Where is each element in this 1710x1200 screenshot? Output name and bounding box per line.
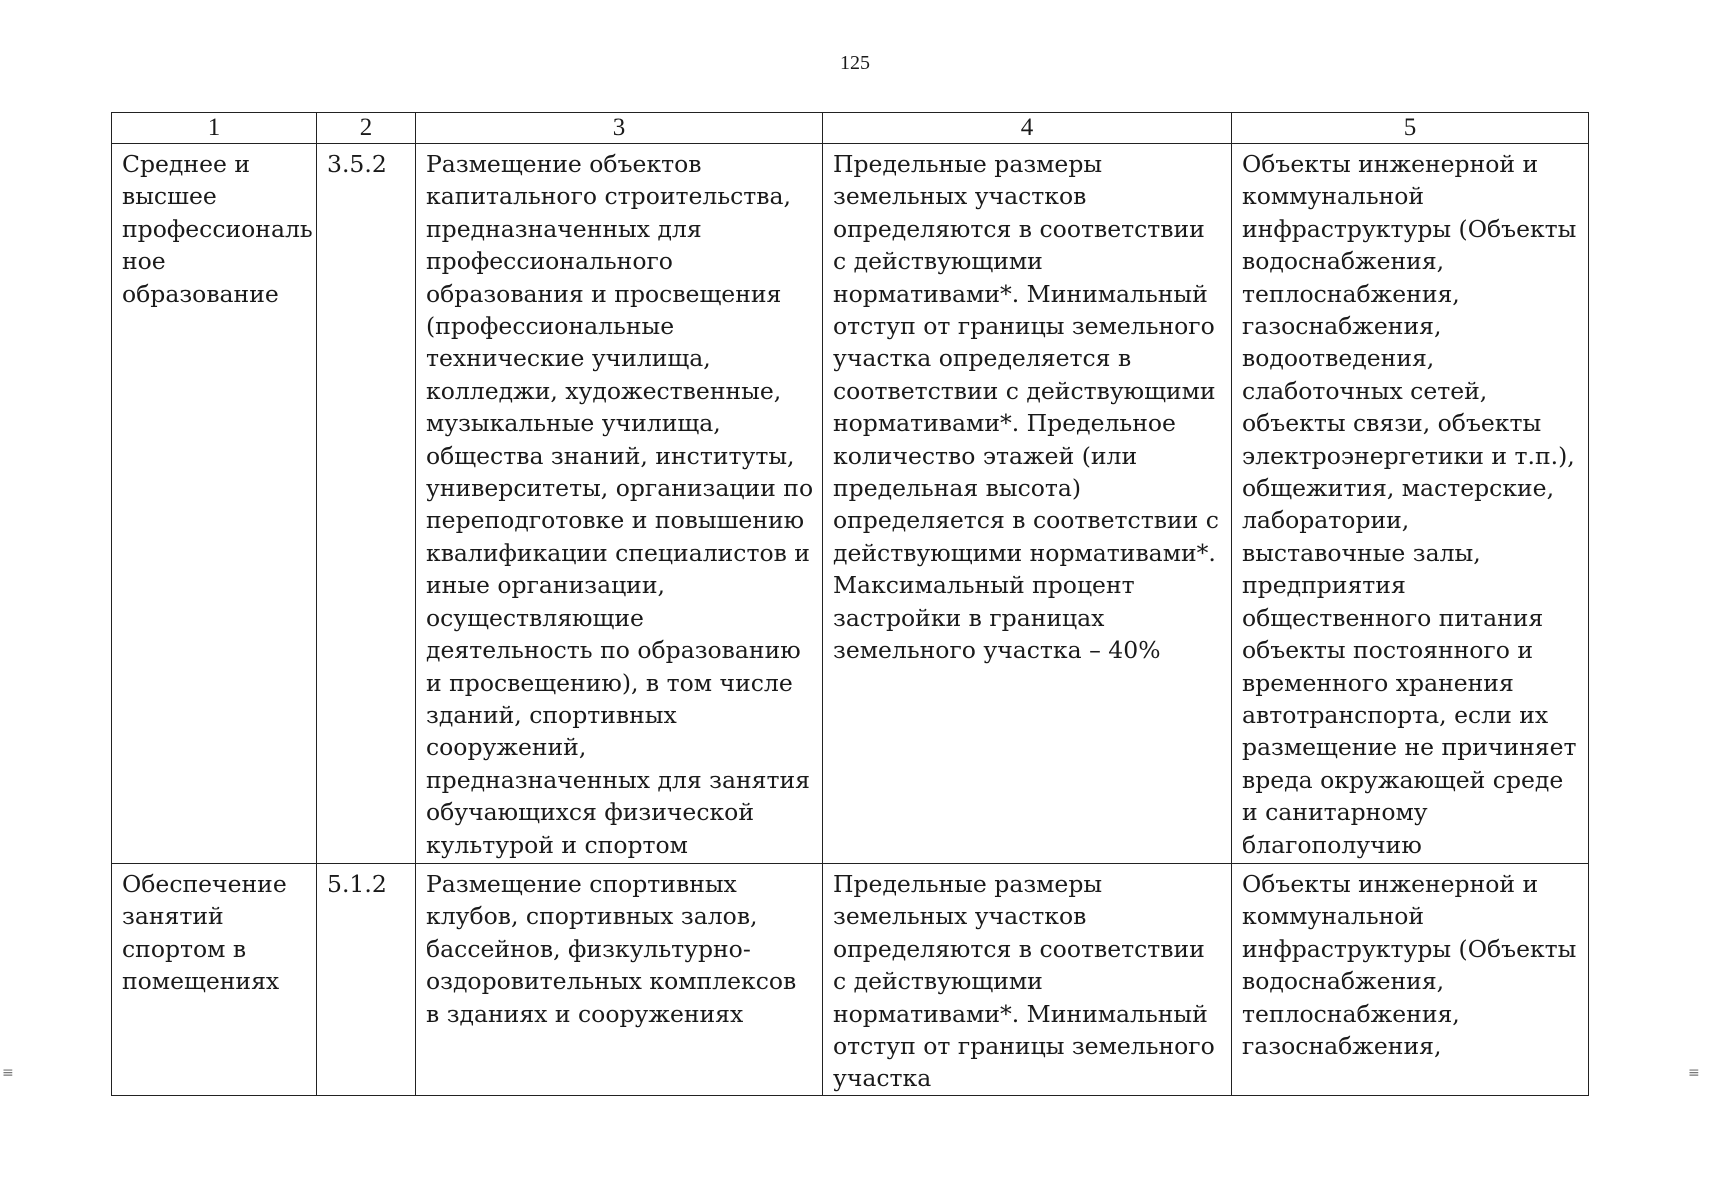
parameters-cell: Предельные размеры земельных участков определяются в соответствии с действующими нормативами*. Минимальный отступ от границы земельного участка определяется в соответствии с действующими нормативами*. Предельное количество этажей (или предельная высота) определяется в соответствии с действующими нормативами*. Максимальный процент застройки в границах земельного участка – 40%	[823, 144, 1232, 864]
land-use-code-cell: 5.1.2	[317, 863, 416, 1095]
table-row	[112, 144, 1589, 864]
page-number: 125	[840, 52, 870, 74]
land-use-name-cell: Обеспечение занятий спортом в помещениях	[112, 863, 317, 1095]
column-header: 4	[823, 113, 1232, 144]
table-row	[112, 863, 1589, 1095]
table-header-row	[112, 113, 1589, 144]
land-use-table	[111, 112, 1589, 1096]
column-header: 5	[1232, 113, 1589, 144]
description-cell: Размещение спортивных клубов, спортивных залов, бассейнов, физкультурно-оздоровительных комплексов в зданиях и сооружениях	[416, 863, 823, 1095]
column-header: 2	[317, 113, 416, 144]
column-header: 3	[416, 113, 823, 144]
auxiliary-uses-cell: Объекты инженерной и коммунальной инфраструктуры (Объекты водоснабжения, теплоснабжения, газоснабжения, водоотведения, слаботочных сетей, объекты связи, объекты электроэнергетики и т.п.), общежития, мастерские, лаборатории, выставочные залы, предприятия общественного питания объекты постоянного и временного хранения автотранспорта, если их размещение не причиняет вреда окружающей среде и санитарному благополучию	[1232, 144, 1589, 864]
land-use-code-cell: 3.5.2	[317, 144, 416, 864]
land-use-name-cell: Среднее и высшее профессиональ ное образование	[112, 144, 317, 864]
column-header: 1	[112, 113, 317, 144]
description-cell: Размещение объектов капитального строительства, предназначенных для профессионального образования и просвещения (профессиональные технические училища, колледжи, художественные, музыкальные училища, общества знаний, институты, университеты, организации по переподготовке и повышению квалификации специалистов и иные организации, осуществляющие деятельность по образованию и просвещению), в том числе зданий, спортивных сооружений, предназначенных для занятия обучающихся физической культурой и спортом	[416, 144, 823, 864]
scan-margin-mark: ≡	[1688, 1065, 1700, 1081]
scan-margin-mark: ≡	[2, 1065, 14, 1081]
parameters-cell: Предельные размеры земельных участков определяются в соответствии с действующими нормативами*. Минимальный отступ от границы земельного участка	[823, 863, 1232, 1095]
auxiliary-uses-cell: Объекты инженерной и коммунальной инфраструктуры (Объекты водоснабжения, теплоснабжения, газоснабжения,	[1232, 863, 1589, 1095]
